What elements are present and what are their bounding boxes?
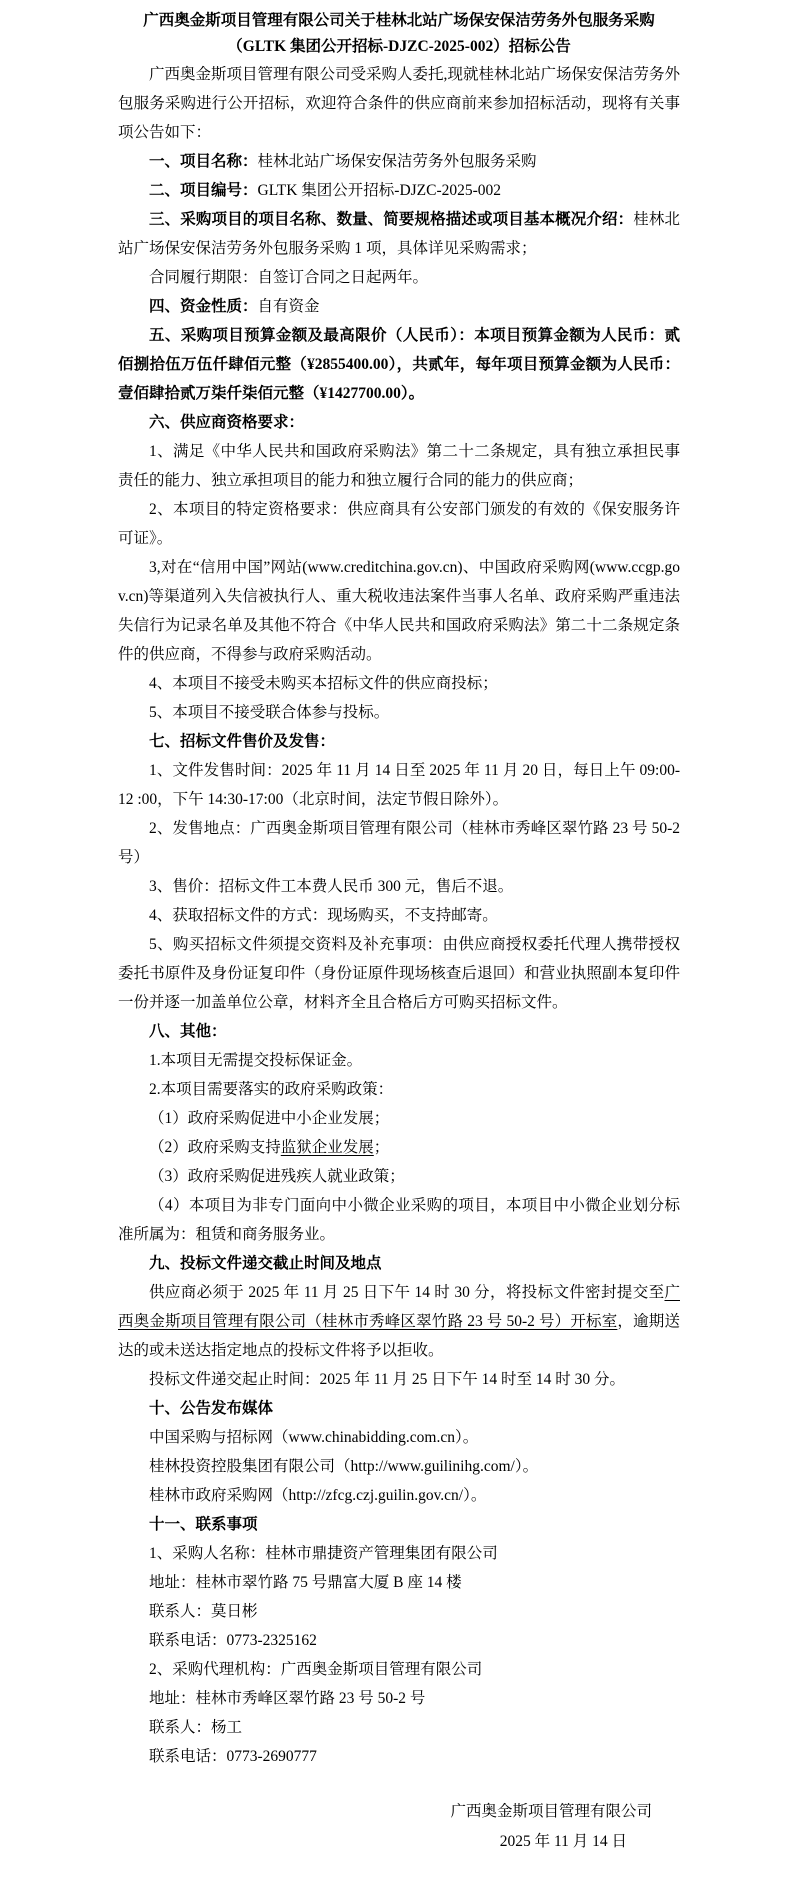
section-11-heading — [118, 1510, 680, 1539]
section-10-media-2-text: 桂林投资控股集团有限公司（http://www.guilinihg.com/）。 — [149, 1458, 539, 1475]
section-2-project-number-text: GLTK 集团公开招标-DJZC-2025-002 — [257, 182, 502, 199]
document-title-line-1: 广西奥金斯项目管理有限公司关于桂林北站广场保安保洁劳务外包服务采购 — [143, 12, 655, 29]
section-11-heading-text: 十一、联系事项 — [149, 1516, 258, 1533]
section-9-heading-text: 九、投标文件递交截止时间及地点 — [149, 1255, 382, 1272]
section-4-fund-nature — [118, 292, 680, 321]
agency-name — [118, 1655, 680, 1684]
section-7-item-4-text: 4、获取招标文件的方式：现场购买，不支持邮寄。 — [149, 907, 498, 924]
purchaser-contact — [118, 1597, 680, 1626]
agency-contact — [118, 1713, 680, 1742]
purchaser-address-text: 地址：桂林市翠竹路 75 号鼎富大厦 B 座 14 楼 — [149, 1574, 462, 1591]
section-8-policy-4 — [118, 1191, 680, 1249]
purchaser-phone-text: 联系电话：0773-2325162 — [149, 1632, 317, 1649]
section-8-heading-text: 八、其他： — [149, 1023, 227, 1040]
section-6-item-2-text: 2、本项目的特定资格要求：供应商具有公安部门颁发的有效的《保安服务许可证》。 — [118, 501, 680, 547]
section-7-item-3 — [118, 872, 680, 901]
section-9-deadline — [118, 1278, 680, 1365]
section-9-submission-window-text: 投标文件递交起止时间：2025 年 11 月 25 日下午 14 时至 14 时 30 分。 — [149, 1371, 626, 1388]
agency-address — [118, 1684, 680, 1713]
section-7-item-5-text: 5、购买招标文件须提交资料及补充事项：由供应商授权委托代理人携带授权委托书原件及身份证复印件（身份证原件现场核查后退回）和营业执照副本复印件一份并逐一加盖单位公章，材料齐全且合格后方可购买招标文件。 — [118, 936, 680, 1011]
section-6-item-3-text: 3,对在“信用中国”网站(www.creditchina.gov.cn)、中国政府采购网(www.ccgp.gov.cn)等渠道列入失信被执行人、重大税收违法案件当事人名单、政府采购严重违法失信行为记录名单及其他不符合《中华人民共和国政府采购法》第二十二条规定条件的供应商，不得参与政府采购活动。 — [118, 559, 680, 663]
section-10-media-2 — [118, 1452, 680, 1481]
section-8-policy-2-text: ； — [373, 1139, 390, 1156]
section-8-policy-4-text: （4）本项目为非专门面向中小微企业采购的项目，本项目中小微企业划分标准所属为：租赁和商务服务业。 — [118, 1197, 680, 1243]
section-6-item-2 — [118, 495, 680, 553]
section-1-project-name — [118, 147, 680, 176]
section-3-project-overview — [118, 205, 680, 263]
section-4-fund-nature-text: 四、资金性质： — [149, 298, 258, 315]
section-5-budget — [118, 321, 680, 408]
section-7-item-1-text: 1、文件发售时间：2025 年 11 月 14 日至 2025 年 11 月 20 日，每日上午 09:00-12 :00，下午 14:30-17:00（北京时间，法定节假日除外）。 — [118, 762, 680, 808]
section-8-item-2 — [118, 1075, 680, 1104]
signature-company: 广西奥金斯项目管理有限公司 — [450, 1803, 652, 1820]
section-7-item-2-text: 2、发售地点：广西奥金斯项目管理有限公司（桂林市秀峰区翠竹路 23 号 50-2 号） — [118, 820, 680, 866]
section-6-item-4 — [118, 669, 680, 698]
section-7-item-1 — [118, 756, 680, 814]
section-8-policy-2 — [118, 1133, 680, 1162]
intro-paragraph — [118, 60, 680, 147]
section-7-heading-text: 七、招标文件售价及发售： — [149, 733, 336, 750]
section-8-policy-1-text: （1）政府采购促进中小企业发展； — [149, 1110, 390, 1127]
section-10-media-3 — [118, 1481, 680, 1510]
section-1-project-name-text: 桂林北站广场保安保洁劳务外包服务采购 — [257, 153, 537, 170]
section-8-policy-1 — [118, 1104, 680, 1133]
section-7-item-5 — [118, 930, 680, 1017]
signature-date: 2025 年 11 月 14 日 — [499, 1833, 627, 1850]
section-3-project-overview-text: 桂林北站广场保安保洁劳务外包服务采购 1 项，具体详见采购需求； — [118, 211, 680, 257]
signature-block — [118, 1797, 680, 1857]
section-7-heading — [118, 727, 680, 756]
section-10-media-1 — [118, 1423, 680, 1452]
section-8-policy-3 — [118, 1162, 680, 1191]
section-8-heading — [118, 1017, 680, 1046]
section-10-media-3-text: 桂林市政府采购网（http://zfcg.czj.guilin.gov.cn/）。 — [149, 1487, 487, 1504]
section-8-item-1 — [118, 1046, 680, 1075]
section-9-deadline-text: 供应商必须于 2025 年 11 月 25 日下午 14 时 30 分，将投标文件密封提交至 — [149, 1284, 665, 1301]
section-9-submission-window — [118, 1365, 680, 1394]
agency-phone-text: 联系电话：0773-2690777 — [149, 1748, 317, 1765]
section-2-project-number-text: 二、项目编号： — [149, 182, 258, 199]
agency-name-text: 2、采购代理机构：广西奥金斯项目管理有限公司 — [149, 1661, 483, 1678]
section-3-contract-term-text: 合同履行期限：自签订合同之日起两年。 — [149, 269, 429, 286]
section-8-policy-3-text: （3）政府采购促进残疾人就业政策； — [149, 1168, 405, 1185]
section-9-deadline-text: 广西奥金斯项目管理有限公司（桂林市秀峰区翠竹路 23 号 50-2 号）开标室 — [118, 1284, 680, 1330]
agency-contact-text: 联系人：杨工 — [149, 1719, 243, 1736]
section-6-item-4-text: 4、本项目不接受未购买本招标文件的供应商投标； — [149, 675, 498, 692]
purchaser-contact-text: 联系人：莫日彬 — [149, 1603, 258, 1620]
purchaser-phone — [118, 1626, 680, 1655]
section-9-heading — [118, 1249, 680, 1278]
agency-address-text: 地址：桂林市秀峰区翠竹路 23 号 50-2 号 — [149, 1690, 426, 1707]
section-4-fund-nature-text: 自有资金 — [257, 298, 320, 315]
section-8-policy-2-text: （2）政府采购支持 — [149, 1139, 281, 1156]
section-2-project-number — [118, 176, 680, 205]
purchaser-name-text: 1、采购人名称：桂林市鼎捷资产管理集团有限公司 — [149, 1545, 498, 1562]
section-9-deadline-text: ，逾期送达的或未送达指定地点的投标文件将予以拒收。 — [118, 1313, 680, 1359]
document-title — [118, 8, 680, 60]
section-8-item-2-text: 2.本项目需要落实的政府采购政策： — [149, 1081, 394, 1098]
agency-phone — [118, 1742, 680, 1771]
section-6-heading — [118, 408, 680, 437]
purchaser-address — [118, 1568, 680, 1597]
section-7-item-3-text: 3、售价：招标文件工本费人民币 300 元，售后不退。 — [149, 878, 514, 895]
section-10-heading-text: 十、公告发布媒体 — [149, 1400, 274, 1417]
purchaser-name — [118, 1539, 680, 1568]
section-8-policy-2-text: 监狱企业发展 — [280, 1139, 374, 1156]
section-3-contract-term — [118, 263, 680, 292]
section-6-item-1-text: 1、满足《中华人民共和国政府采购法》第二十二条规定，具有独立承担民事责任的能力、独立承担项目的能力和独立履行合同的能力的供应商； — [118, 443, 680, 489]
section-7-item-4 — [118, 901, 680, 930]
document-body — [118, 60, 680, 1771]
section-3-project-overview-text: 三、采购项目的项目名称、数量、简要规格描述或项目基本概况介绍： — [149, 211, 634, 228]
section-8-item-1-text: 1.本项目无需提交投标保证金。 — [149, 1052, 363, 1069]
section-7-item-2 — [118, 814, 680, 872]
section-6-item-3 — [118, 553, 680, 669]
section-5-budget-text: 五、采购项目预算金额及最高限价（人民币）：本项目预算金额为人民币：贰佰捌拾伍万伍仟肆佰元整（¥2855400.00），共贰年，每年项目预算金额为人民币：壹佰肆拾贰万柒仟柒佰元整（¥1427700.00）。 — [118, 327, 680, 402]
intro-paragraph-text: 广西奥金斯项目管理有限公司受采购人委托,现就桂林北站广场保安保洁劳务外包服务采购进行公开招标，欢迎符合条件的供应商前来参加招标活动，现将有关事项公告如下： — [118, 66, 680, 141]
section-10-heading — [118, 1394, 680, 1423]
section-1-project-name-text: 一、项目名称： — [149, 153, 258, 170]
section-6-heading-text: 六、供应商资格要求： — [149, 414, 305, 431]
section-6-item-1 — [118, 437, 680, 495]
section-6-item-5 — [118, 698, 680, 727]
section-10-media-1-text: 中国采购与招标网（www.chinabidding.com.cn）。 — [149, 1429, 479, 1446]
section-6-item-5-text: 5、本项目不接受联合体参与投标。 — [149, 704, 390, 721]
document-title-line-2: （GLTK 集团公开招标-DJZC-2025-002）招标公告 — [227, 38, 571, 55]
